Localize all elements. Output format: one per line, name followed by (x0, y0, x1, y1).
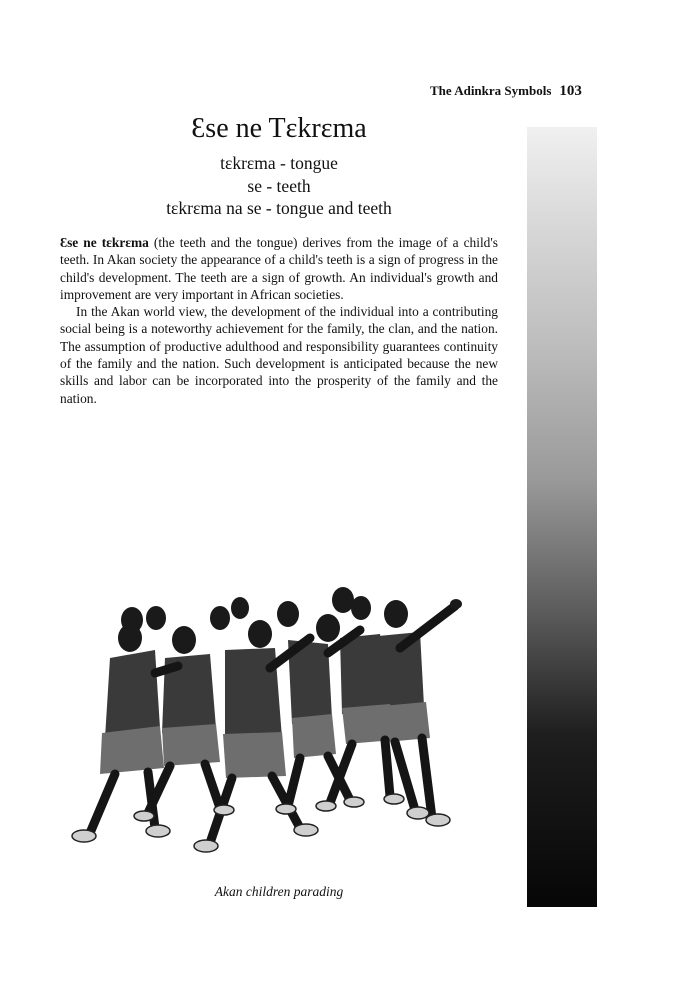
gloss-line-2: se - teeth (247, 176, 311, 196)
paragraph-1-text: (the teeth and the tongue) derives from the image of a child's teeth. In Akan society the appearance of a child's teeth is a sign of progress in the child's development. The teeth are a sign of growth. An individual's growth and improvement are very important in African societies. (60, 235, 499, 302)
running-head-title: The Adinkra Symbols (430, 83, 552, 98)
symbol-title: Ɛse ne Tɛkrɛma (191, 113, 367, 144)
gloss-line-1: tɛkrɛma - tongue (220, 153, 338, 173)
decorative-side-band (527, 127, 597, 907)
paragraph-2: In the Akan world view, the development of the individual into a contributing social being is a noteworthy achievement for the family, the clan, and the nation. The assumption of productive adulthood and responsibility guarantees continuity of the family and the nation. Such development is anticipated because the new skills and labor can be incorporated into the prosperity of the family and the nation. (60, 304, 498, 406)
lead-term: Ɛse ne tɛkrɛma (60, 235, 149, 250)
figure-caption: Akan children parading (214, 884, 344, 899)
body-text (60, 234, 498, 407)
gloss-line-3: tɛkrɛma na se - tongue and teeth (166, 198, 392, 218)
paragraph-1 (60, 234, 498, 303)
running-head (430, 83, 598, 100)
page-number: 103 (559, 83, 582, 99)
children-parading-photo (60, 578, 470, 863)
